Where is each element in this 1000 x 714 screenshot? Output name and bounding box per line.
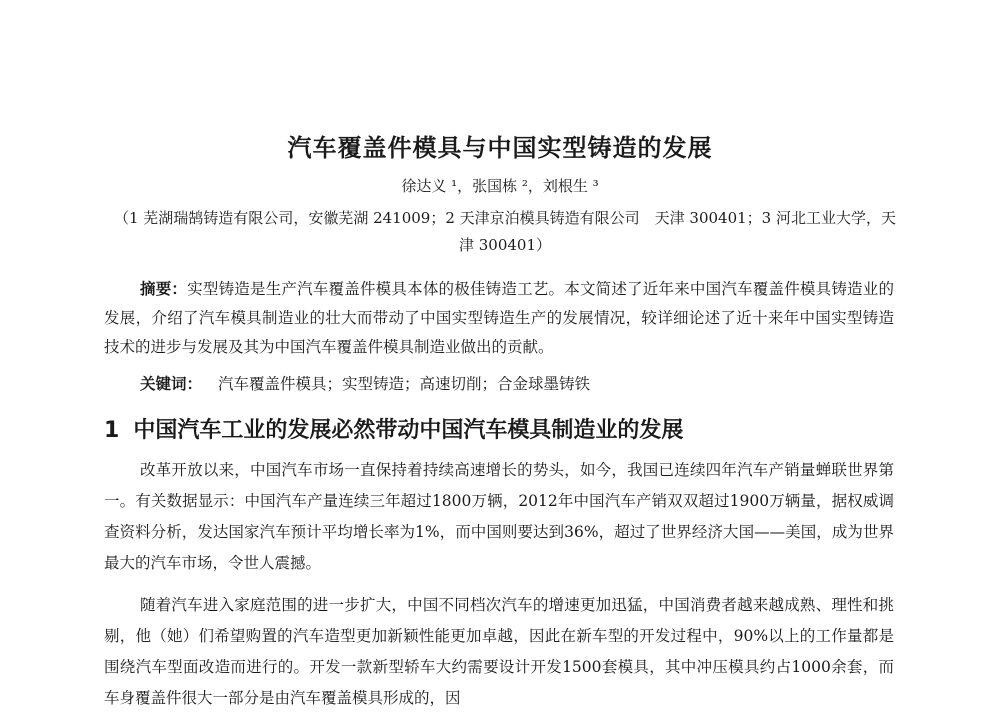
keywords — [140, 372, 900, 394]
section-number: 1 — [104, 418, 120, 443]
abstract-label: 摘要： — [140, 280, 188, 298]
abstract-text: 实型铸造是生产汽车覆盖件模具本体的极佳铸造工艺。本文简述了近年来中国汽车覆盖件模具铸造业的发展，介绍了汽车模具制造业的壮大而带动了中国实型铸造生产的发展情况，较详细论述了近十来年中国实型铸造技术的进步与发展及其为中国汽车覆盖件模具制造业做出的贡献。 — [104, 280, 894, 356]
section-title: 中国汽车工业的发展必然带动中国汽车模具制造业的发展 — [133, 418, 684, 443]
affiliations: （1 芜湖瑞鹄铸造有限公司，安徽芜湖 241009；2 天津京泊模具铸造有限公司 天津 300401；3 河北工业大学，天津 300401） — [114, 209, 896, 254]
paper-title: 汽车覆盖件模具与中国实型铸造的发展 — [287, 134, 713, 162]
keywords-text: 汽车覆盖件模具；实型铸造；高速切削；合金球墨铸铁 — [218, 375, 591, 393]
body-paragraph-2: 随着汽车进入家庭范围的进一步扩大，中国不同档次汽车的增速更加迅猛，中国消费者越来越成熟、理性和挑剔，他（她）们希望购置的汽车造型更加新颖性能更加卓越，因此在新车型的开发过程中，90%以上的工作量都是围绕汽车型面改造而进行的。开发一款新型轿车大约需要设计开发1500套模具，其中冲压模具约占1000余套，而车身覆盖件很大一部分是由汽车覆盖模具形成的，因 — [104, 596, 894, 707]
body-paragraph-1: 改革开放以来，中国汽车市场一直保持着持续高速增长的势头，如今，我国已连续四年汽车产销量蝉联世界第一。有关数据显示：中国汽车产量连续三年超过1800万辆，2012年中国汽车产销双双超过1900万辆量，据权威调查资料分析，发达国家汽车预计平均增长率为1%，而中国则要达到36%，超过了世界经济大国——美国，成为世界最大的汽车市场，令世人震撼。 — [104, 461, 894, 572]
author-line: 徐达义 ¹，张国栋 ²，刘根生 ³ — [401, 177, 599, 195]
abstract — [104, 275, 894, 362]
section-heading — [104, 413, 904, 444]
keywords-label: 关键词： — [140, 375, 203, 393]
